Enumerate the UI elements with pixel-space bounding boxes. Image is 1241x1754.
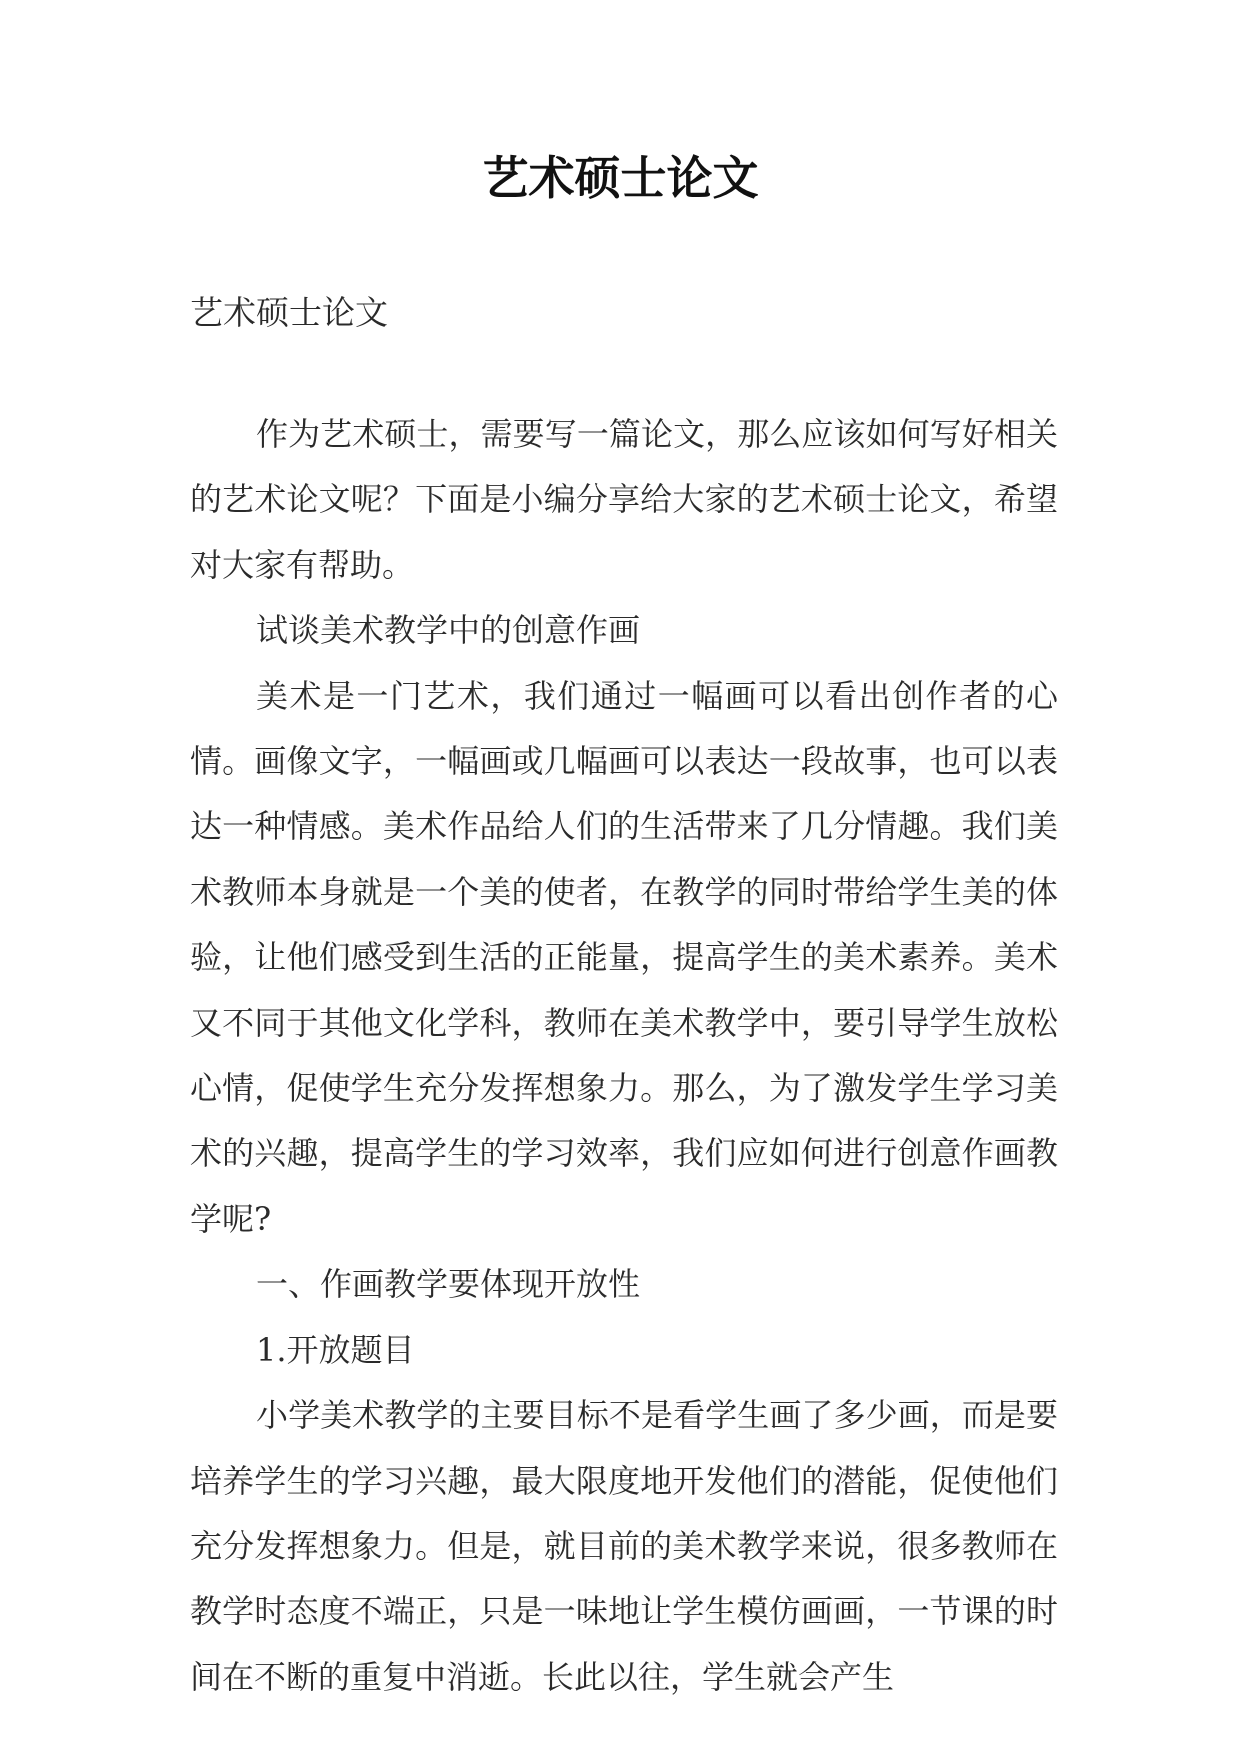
- subsection-heading: 1.开放题目: [256, 1330, 415, 1369]
- paragraph-intro: 作为艺术硕士，需要写一篇论文，那么应该如何写好相关的艺术论文呢？下面是小编分享给大家的艺术硕士论文，希望对大家有帮助。: [190, 415, 1058, 584]
- document-body: [190, 402, 1058, 1710]
- paragraph-article-title: 试谈美术教学中的创意作画: [256, 611, 641, 650]
- paragraph-teaching-goals: 小学美术教学的主要目标不是看学生画了多少画，而是要培养学生的学习兴趣，最大限度地开发他们的潜能，促使他们充分发挥想象力。但是，就目前的美术教学来说，很多教师在教学时态度不端正，只是一味地让学生模仿画画，一节课的时间在不断的重复中消逝。长此以往，学生就会产生: [190, 1396, 1058, 1696]
- document-title: 艺术硕士论文: [482, 151, 759, 205]
- section-heading: 一、作画教学要体现开放性: [256, 1265, 641, 1304]
- document-subtitle: 艺术硕士论文: [190, 293, 388, 332]
- paragraph-art-description: 美术是一门艺术，我们通过一幅画可以看出创作者的心情。画像文字，一幅画或几幅画可以表达一段故事，也可以表达一种情感。美术作品给人们的生活带来了几分情趣。我们美术教师本身就是一个美的使者，在教学的同时带给学生美的体验，让他们感受到生活的正能量，提高学生的美术素养。美术又不同于其他文化学科，教师在美术教学中，要引导学生放松心情，促使学生充分发挥想象力。那么，为了激发学生学习美术的兴趣，提高学生的学习效率，我们应如何进行创意作画教学呢?: [190, 676, 1058, 1238]
